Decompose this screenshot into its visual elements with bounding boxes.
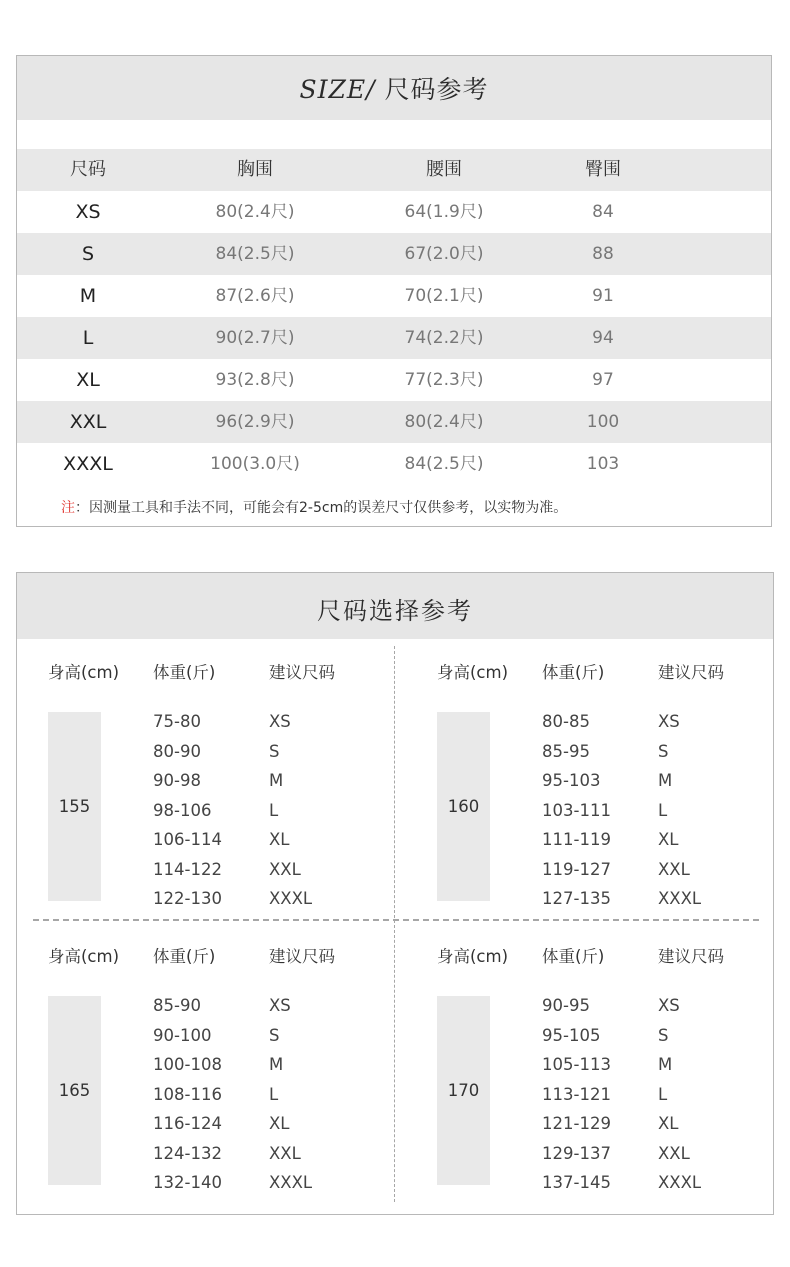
list-item xyxy=(542,707,782,737)
list-item xyxy=(153,825,393,855)
waist-cell: 84(2.5尺) xyxy=(404,454,484,474)
table-row xyxy=(17,443,771,485)
suggested-size: XXL xyxy=(269,859,301,879)
header-height: 身高(cm) xyxy=(437,947,509,966)
size-chart-title-en: SIZE/ xyxy=(299,75,376,104)
weight-range: 75-80 xyxy=(153,712,201,731)
size-cell: M xyxy=(79,285,97,307)
header-height: 身高(cm) xyxy=(437,663,509,682)
list-item xyxy=(542,1139,782,1169)
weight-range: 116-124 xyxy=(153,1114,222,1133)
suggested-size: L xyxy=(269,800,279,820)
table-row xyxy=(17,317,771,359)
waist-cell: 77(2.3尺) xyxy=(404,370,484,390)
suggested-size: XXXL xyxy=(658,1173,702,1192)
bust-cell: 93(2.8尺) xyxy=(215,370,295,390)
list-item xyxy=(153,855,393,885)
hip-cell: 91 xyxy=(592,286,614,306)
suggested-size: XXL xyxy=(658,1143,690,1163)
vertical-divider xyxy=(394,646,395,1202)
size-cell: XXXL xyxy=(63,453,113,475)
header-height: 身高(cm) xyxy=(48,663,120,682)
suggested-size: XS xyxy=(269,996,291,1015)
height-value: 155 xyxy=(58,797,91,816)
suggested-size: XXXL xyxy=(269,889,313,908)
size-chart-title xyxy=(17,70,771,106)
suggested-size: M xyxy=(269,771,284,790)
list-item xyxy=(153,991,393,1021)
height-group-170 xyxy=(422,943,782,1213)
weight-size-list xyxy=(542,707,782,914)
suggested-size: M xyxy=(658,771,673,790)
suggested-size: M xyxy=(658,1055,673,1074)
suggested-size: XL xyxy=(269,830,290,849)
table-row xyxy=(17,275,771,317)
header-height: 身高(cm) xyxy=(48,947,120,966)
height-value: 165 xyxy=(58,1081,91,1100)
list-item xyxy=(542,1109,782,1139)
header-weight: 体重(斤) xyxy=(153,947,216,966)
height-group-155 xyxy=(33,659,393,929)
weight-range: 119-127 xyxy=(542,859,611,879)
size-cell: XXL xyxy=(69,411,107,433)
suggested-size: XXL xyxy=(658,859,690,879)
hip-cell: 88 xyxy=(592,244,614,264)
suggested-size: XS xyxy=(658,996,680,1015)
list-item xyxy=(542,766,782,796)
weight-range: 95-105 xyxy=(542,1025,601,1045)
size-selection-title: 尺码选择参考 xyxy=(317,597,473,625)
waist-cell: 80(2.4尺) xyxy=(404,412,484,432)
waist-cell: 67(2.0尺) xyxy=(404,244,484,264)
header-waist: 腰围 xyxy=(426,159,462,180)
suggested-size: L xyxy=(269,1084,279,1104)
weight-range: 80-85 xyxy=(542,712,590,731)
list-item xyxy=(542,991,782,1021)
bust-cell: 80(2.4尺) xyxy=(215,202,295,222)
hip-cell: 103 xyxy=(586,454,620,474)
list-item xyxy=(153,796,393,826)
suggested-size: M xyxy=(269,1055,284,1074)
suggested-size: S xyxy=(658,741,669,761)
list-item xyxy=(542,796,782,826)
suggested-size: S xyxy=(269,1025,280,1045)
note-prefix: 注 xyxy=(61,500,75,516)
list-item xyxy=(542,1050,782,1080)
size-selection-panel xyxy=(16,572,774,1215)
weight-range: 85-90 xyxy=(153,996,201,1015)
size-chart-note xyxy=(61,497,567,517)
weight-range: 95-103 xyxy=(542,771,601,790)
weight-range: 127-135 xyxy=(542,889,611,908)
suggested-size: S xyxy=(269,741,280,761)
table-row xyxy=(17,191,771,233)
height-group-160 xyxy=(422,659,782,929)
weight-range: 137-145 xyxy=(542,1173,611,1192)
header-size: 尺码 xyxy=(70,159,106,180)
weight-range: 129-137 xyxy=(542,1143,611,1163)
weight-range: 90-95 xyxy=(542,996,590,1015)
height-value: 160 xyxy=(447,797,480,816)
waist-cell: 64(1.9尺) xyxy=(404,202,484,222)
header-suggested-size: 建议尺码 xyxy=(658,663,724,682)
hip-cell: 100 xyxy=(586,412,620,432)
size-cell: L xyxy=(82,327,94,349)
header-weight: 体重(斤) xyxy=(542,947,605,966)
header-bust: 胸围 xyxy=(237,159,273,180)
weight-size-list xyxy=(153,707,393,914)
weight-range: 100-108 xyxy=(153,1055,222,1074)
height-value: 170 xyxy=(447,1081,480,1100)
size-cell: XS xyxy=(75,201,101,223)
header-suggested-size: 建议尺码 xyxy=(658,947,724,966)
suggested-size: L xyxy=(658,1084,668,1104)
table-row xyxy=(17,233,771,275)
weight-size-list xyxy=(153,991,393,1198)
weight-range: 103-111 xyxy=(542,800,611,820)
list-item xyxy=(153,884,393,914)
suggested-size: XL xyxy=(658,1114,679,1133)
list-item xyxy=(542,1080,782,1110)
table-row xyxy=(17,401,771,443)
weight-range: 80-90 xyxy=(153,741,201,761)
weight-range: 114-122 xyxy=(153,859,222,879)
bust-cell: 96(2.9尺) xyxy=(215,412,295,432)
suggested-size: XL xyxy=(658,830,679,849)
suggested-size: L xyxy=(658,800,668,820)
weight-range: 113-121 xyxy=(542,1084,611,1104)
list-item xyxy=(153,1021,393,1051)
hip-cell: 94 xyxy=(592,328,614,348)
waist-cell: 70(2.1尺) xyxy=(404,286,484,306)
size-cell: XL xyxy=(76,369,100,391)
list-item xyxy=(153,1109,393,1139)
list-item xyxy=(542,737,782,767)
hip-cell: 84 xyxy=(592,202,614,222)
bust-cell: 87(2.6尺) xyxy=(215,286,295,306)
suggested-size: XXXL xyxy=(658,889,702,908)
list-item xyxy=(153,766,393,796)
weight-range: 105-113 xyxy=(542,1055,611,1074)
size-chart-header-row xyxy=(17,149,771,191)
weight-range: 111-119 xyxy=(542,830,611,849)
list-item xyxy=(542,1021,782,1051)
weight-range: 124-132 xyxy=(153,1143,222,1163)
table-row xyxy=(17,359,771,401)
size-chart-panel xyxy=(16,55,772,527)
weight-range: 98-106 xyxy=(153,800,212,820)
bust-cell: 84(2.5尺) xyxy=(215,244,295,264)
list-item xyxy=(542,855,782,885)
bust-cell: 90(2.7尺) xyxy=(215,328,295,348)
list-item xyxy=(542,884,782,914)
size-chart-title-cn: 尺码参考 xyxy=(375,75,489,104)
list-item xyxy=(153,707,393,737)
header-hip: 臀围 xyxy=(585,159,621,180)
weight-range: 121-129 xyxy=(542,1114,611,1133)
waist-cell: 74(2.2尺) xyxy=(404,328,484,348)
size-cell: S xyxy=(81,243,95,265)
suggested-size: XS xyxy=(658,712,680,731)
hip-cell: 97 xyxy=(592,370,614,390)
header-suggested-size: 建议尺码 xyxy=(269,663,335,682)
list-item xyxy=(153,1139,393,1169)
note-text: ：因测量工具和手法不同，可能会有2-5cm的误差尺寸仅供参考，以实物为准。 xyxy=(75,500,568,516)
list-item xyxy=(153,737,393,767)
suggested-size: XL xyxy=(269,1114,290,1133)
list-item xyxy=(153,1050,393,1080)
bust-cell: 100(3.0尺) xyxy=(210,454,300,474)
weight-range: 90-100 xyxy=(153,1025,212,1045)
header-weight: 体重(斤) xyxy=(153,663,216,682)
list-item xyxy=(542,1168,782,1198)
weight-range: 90-98 xyxy=(153,771,201,790)
weight-size-list xyxy=(542,991,782,1198)
weight-range: 132-140 xyxy=(153,1173,222,1192)
header-suggested-size: 建议尺码 xyxy=(269,947,335,966)
list-item xyxy=(153,1168,393,1198)
list-item xyxy=(153,1080,393,1110)
list-item xyxy=(542,825,782,855)
suggested-size: XS xyxy=(269,712,291,731)
header-weight: 体重(斤) xyxy=(542,663,605,682)
suggested-size: XXL xyxy=(269,1143,301,1163)
suggested-size: XXXL xyxy=(269,1173,313,1192)
suggested-size: S xyxy=(658,1025,669,1045)
weight-range: 85-95 xyxy=(542,741,590,761)
weight-range: 106-114 xyxy=(153,830,222,849)
weight-range: 108-116 xyxy=(153,1084,222,1104)
weight-range: 122-130 xyxy=(153,889,222,908)
height-group-165 xyxy=(33,943,393,1213)
